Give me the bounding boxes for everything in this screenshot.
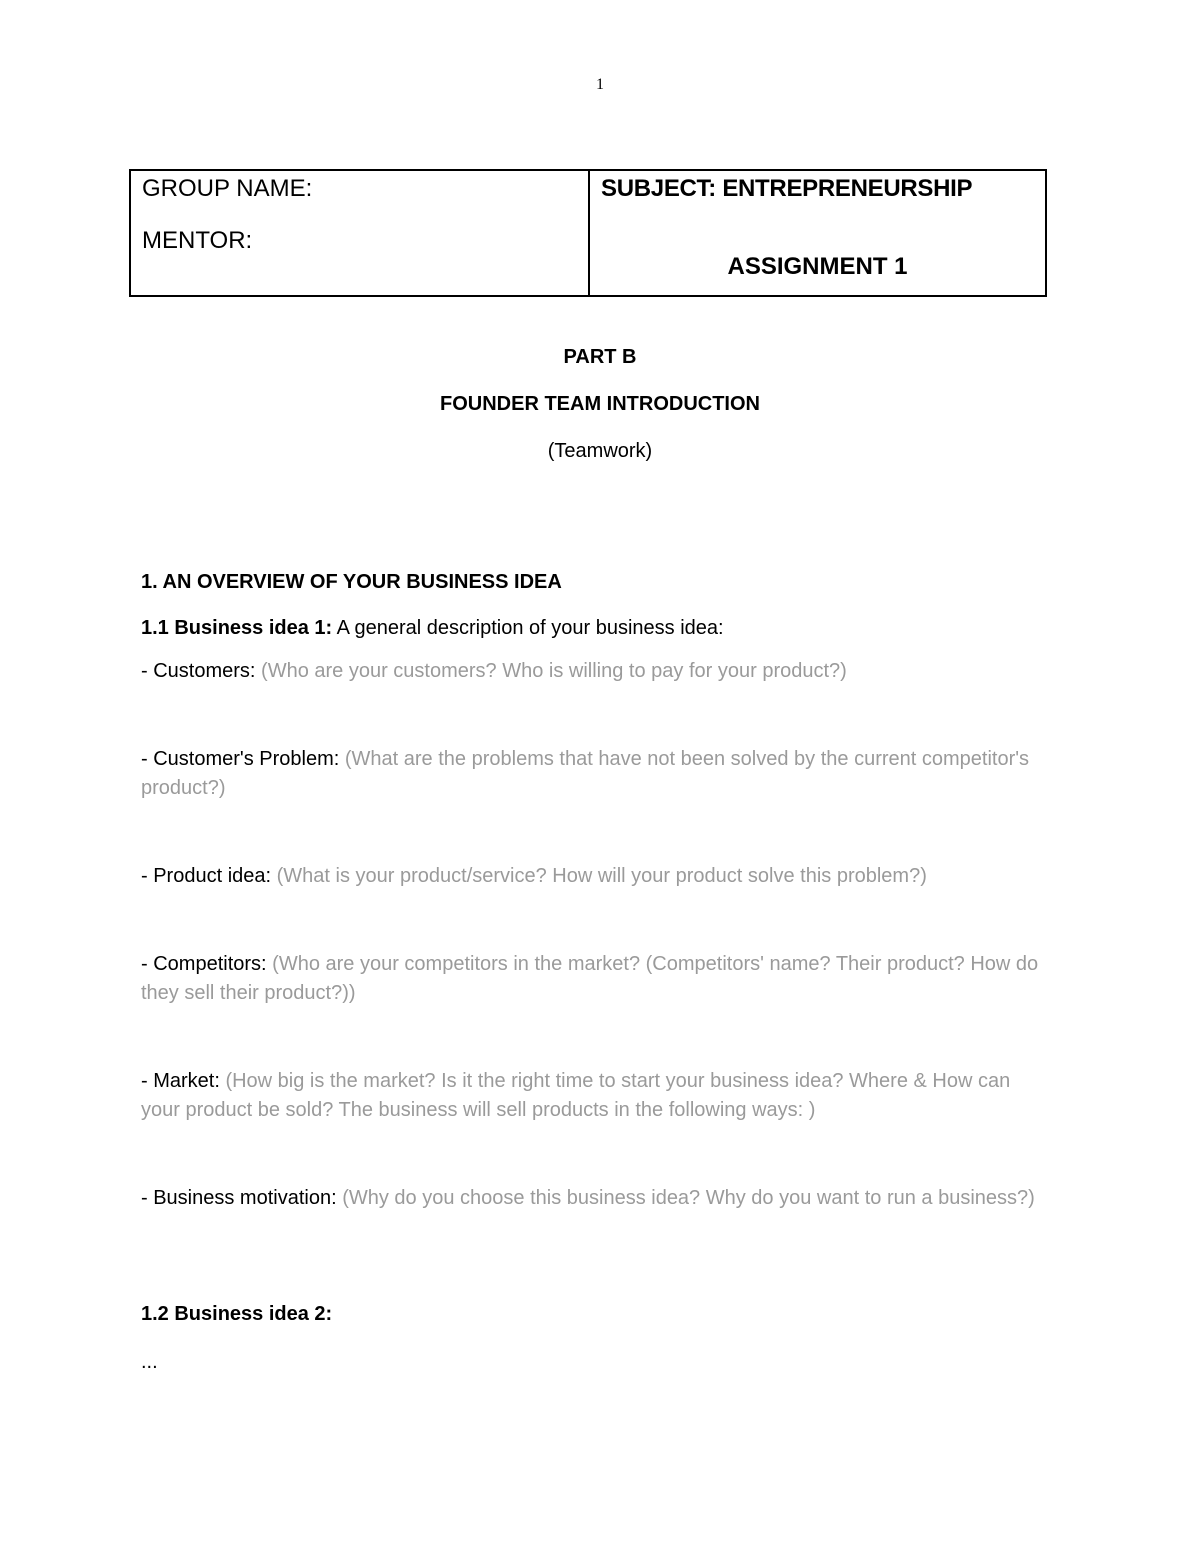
- page-number: 1: [596, 76, 604, 93]
- product-idea-hint: (What is your product/service? How will your product solve this problem?): [276, 865, 927, 887]
- list-item: [141, 862, 1051, 891]
- group-name-label: GROUP NAME:: [142, 175, 313, 202]
- header-right-cell: [590, 171, 1045, 295]
- list-item: [141, 657, 1051, 686]
- customers-hint: (Who are your customers? Who is willing to pay for your product?): [261, 660, 847, 682]
- motivation-label: - Business motivation:: [141, 1187, 343, 1209]
- motivation-hint: (Why do you choose this business idea? Why do you want to run a business?): [342, 1187, 1035, 1209]
- idea1-label: 1.1 Business idea 1:: [141, 617, 333, 639]
- idea1-description: A general description of your business idea:: [332, 617, 724, 639]
- competitors-hint: (Who are your competitors in the market? (Competitors' name? Their product? How do they sell their product?)): [141, 953, 1039, 1004]
- list-item: [141, 745, 1051, 803]
- teamwork-note: (Teamwork): [547, 440, 653, 462]
- header-table: [129, 169, 1047, 297]
- problem-label: - Customer's Problem:: [141, 748, 345, 770]
- mentor-label: MENTOR:: [142, 227, 253, 254]
- assignment-title: ASSIGNMENT 1: [727, 253, 908, 280]
- product-idea-label: - Product idea:: [141, 865, 277, 887]
- market-label: - Market:: [141, 1070, 226, 1092]
- customers-label: - Customers:: [141, 660, 262, 682]
- subject-title: SUBJECT: ENTREPRENEURSHIP: [601, 175, 973, 202]
- idea1-line: [141, 614, 1051, 643]
- list-item: [141, 1067, 1051, 1125]
- list-item: [141, 950, 1051, 1008]
- problem-hint: (What are the problems that have not been solved by the current competitor's product?): [141, 748, 1030, 799]
- idea2-label: 1.2 Business idea 2:: [141, 1303, 333, 1325]
- competitors-label: - Competitors:: [141, 953, 273, 975]
- document-heading: FOUNDER TEAM INTRODUCTION: [440, 393, 760, 415]
- part-title: PART B: [563, 346, 637, 368]
- list-item: [141, 1184, 1051, 1213]
- header-left-cell: [131, 171, 590, 295]
- section-heading: 1. AN OVERVIEW OF YOUR BUSINESS IDEA: [141, 571, 562, 593]
- market-hint: (How big is the market? Is it the right time to start your business idea? Where & How can your product be sold? The business will sell products in the following ways: ): [141, 1070, 1011, 1121]
- ellipsis-placeholder: ...: [141, 1351, 158, 1373]
